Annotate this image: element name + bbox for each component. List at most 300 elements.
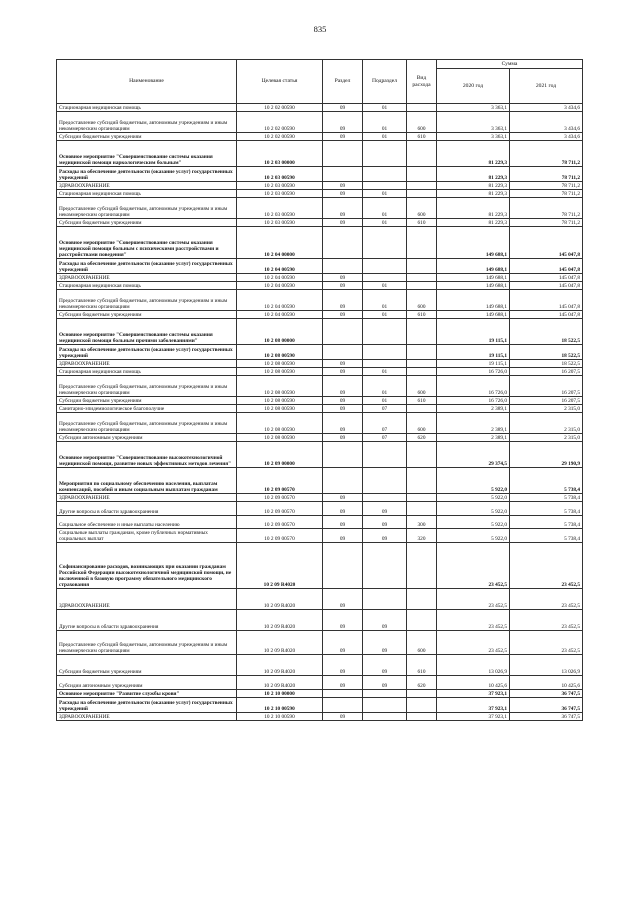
cell-exp-type: 600 [407,290,437,311]
table-row [57,368,583,376]
cell-sum-2020: 23 452,5 [437,543,510,589]
cell-subsection: 01 [363,112,407,133]
cell-exp-type [407,182,437,190]
cell-target: 10 2 08 00000 [237,319,323,345]
cell-sum-2021: 18 522,5 [510,360,583,368]
cell-sum-2020: 2 389,1 [437,413,510,434]
cell-exp-type: 620 [407,434,437,442]
cell-section: 09 [323,282,363,290]
cell-subsection [363,494,407,502]
table-row [57,468,583,494]
cell-sum-2020: 5 922,0 [437,468,510,494]
cell-sum-2020: 3 363,1 [437,112,510,133]
cell-target: 10 2 09 R4020 [237,631,323,655]
page-number: 835 [313,24,327,34]
cell-sum-2021: 145 047,8 [510,311,583,319]
cell-name: Стационарная медицинская помощь [57,282,237,290]
header-2021: 2021 год [510,69,583,104]
cell-name: Расходы на обеспечение деятельности (оказание услуг) государственных учреждений [57,698,237,713]
cell-exp-type: 600 [407,198,437,219]
cell-exp-type [407,360,437,368]
cell-subsection [363,141,407,167]
cell-subsection [363,227,407,259]
cell-sum-2021: 145 047,8 [510,259,583,274]
cell-name: Субсидии бюджетным учреждениям [57,219,237,227]
cell-sum-2021: 23 452,5 [510,543,583,589]
cell-exp-type [407,104,437,112]
cell-section [323,698,363,713]
cell-sum-2021: 5 738,4 [510,516,583,529]
cell-exp-type: 610 [407,219,437,227]
cell-subsection [363,345,407,360]
cell-sum-2020: 81 229,3 [437,198,510,219]
cell-target: 10 2 09 R4020 [237,589,323,610]
cell-target: 10 2 02 00590 [237,133,323,141]
cell-name: Социальное обеспечение и иные выплаты населению [57,516,237,529]
table-row [57,690,583,698]
table-row [57,112,583,133]
cell-sum-2021: 3 434,6 [510,104,583,112]
table-row [57,311,583,319]
cell-sum-2020: 149 688,1 [437,227,510,259]
table-row [57,104,583,112]
table-row [57,610,583,631]
cell-sum-2021: 13 026,9 [510,655,583,676]
cell-section [323,167,363,182]
cell-sum-2021: 16 207,5 [510,368,583,376]
cell-name: ЗДРАВООХРАНЕНИЕ [57,274,237,282]
cell-section [323,259,363,274]
cell-name: Расходы на обеспечение деятельности (оказание услуг) государственных учреждений [57,345,237,360]
cell-sum-2020: 29 374,5 [437,442,510,468]
cell-subsection [363,690,407,698]
cell-name: Основное мероприятие "Совершенствование системы оказания медицинской помощи больным с психическими расстройствами и расстройствами поведения" [57,227,237,259]
table-row [57,133,583,141]
cell-exp-type [407,259,437,274]
cell-sum-2021: 10 425,6 [510,676,583,690]
cell-sum-2021: 78 711,2 [510,190,583,198]
cell-exp-type [407,502,437,516]
cell-section: 09 [323,413,363,434]
cell-section: 09 [323,112,363,133]
cell-name: Предоставление субсидий бюджетным, автономным учреждениям и иным некоммерческим организациям [57,290,237,311]
cell-sum-2020: 19 115,1 [437,345,510,360]
cell-target: 10 2 09 R4020 [237,543,323,589]
cell-target: 10 2 09 R4020 [237,676,323,690]
cell-section: 09 [323,274,363,282]
cell-section: 09 [323,190,363,198]
cell-exp-type: 610 [407,133,437,141]
cell-subsection: 09 [363,529,407,543]
cell-section: 09 [323,405,363,413]
cell-subsection [363,167,407,182]
cell-target: 10 2 08 00590 [237,345,323,360]
cell-name: Субсидии бюджетным учреждениям [57,655,237,676]
cell-exp-type: 600 [407,413,437,434]
cell-exp-type: 610 [407,397,437,405]
cell-name: Предоставление субсидий бюджетным, автономным учреждениям и иным некоммерческим организациям [57,376,237,397]
cell-subsection: 07 [363,434,407,442]
table-row [57,698,583,713]
cell-exp-type: 620 [407,676,437,690]
cell-sum-2021: 18 522,5 [510,319,583,345]
cell-name: ЗДРАВООХРАНЕНИЕ [57,182,237,190]
cell-sum-2021: 5 738,4 [510,494,583,502]
cell-sum-2020: 37 923,1 [437,698,510,713]
cell-exp-type [407,543,437,589]
cell-target: 10 2 04 00590 [237,274,323,282]
cell-name: ЗДРАВООХРАНЕНИЕ [57,713,237,721]
cell-subsection [363,319,407,345]
cell-exp-type: 610 [407,311,437,319]
cell-exp-type [407,442,437,468]
cell-name: Субсидии бюджетным учреждениям [57,311,237,319]
table-row [57,198,583,219]
cell-sum-2021: 78 711,2 [510,182,583,190]
cell-subsection: 01 [363,290,407,311]
cell-exp-type [407,345,437,360]
cell-exp-type: 600 [407,376,437,397]
cell-target: 10 2 09 00570 [237,502,323,516]
cell-name: Предоставление субсидий бюджетным, автономным учреждениям и иным некоммерческим организациям [57,198,237,219]
cell-subsection: 09 [363,516,407,529]
cell-sum-2020: 19 115,1 [437,319,510,345]
cell-sum-2020: 37 923,1 [437,690,510,698]
cell-section: 09 [323,529,363,543]
cell-sum-2020: 3 363,1 [437,133,510,141]
cell-exp-type [407,167,437,182]
table-row [57,713,583,721]
cell-sum-2021: 145 047,8 [510,282,583,290]
cell-name: ЗДРАВООХРАНЕНИЕ [57,494,237,502]
cell-target: 10 2 09 00570 [237,468,323,494]
cell-sum-2020: 13 026,9 [437,655,510,676]
cell-name: Основное мероприятие "Совершенствование системы оказания медицинской помощи больным прочими заболеваниями" [57,319,237,345]
cell-sum-2020: 5 922,0 [437,516,510,529]
cell-target: 10 2 08 00590 [237,397,323,405]
cell-exp-type [407,713,437,721]
cell-target: 10 2 08 00590 [237,360,323,368]
cell-subsection: 01 [363,376,407,397]
cell-sum-2021: 145 047,8 [510,227,583,259]
cell-target: 10 2 02 00590 [237,104,323,112]
cell-subsection: 01 [363,311,407,319]
table-row [57,345,583,360]
table-row [57,676,583,690]
cell-section [323,468,363,494]
cell-exp-type: 610 [407,655,437,676]
cell-target: 10 2 10 00590 [237,698,323,713]
table-row [57,259,583,274]
cell-name: Субсидии бюджетным учреждениям [57,133,237,141]
cell-sum-2020: 16 726,0 [437,376,510,397]
table-body [57,104,583,721]
table-row [57,319,583,345]
cell-sum-2020: 23 452,5 [437,589,510,610]
cell-name: Другие вопросы в области здравоохранения [57,610,237,631]
table-row [57,227,583,259]
cell-target: 10 2 04 00590 [237,290,323,311]
cell-section: 09 [323,631,363,655]
cell-exp-type [407,227,437,259]
cell-exp-type: 300 [407,516,437,529]
cell-target: 10 2 08 00590 [237,413,323,434]
header-exp-type: Вид расхода [407,60,437,104]
cell-sum-2021: 29 190,9 [510,442,583,468]
cell-target: 10 2 08 00590 [237,434,323,442]
cell-section [323,319,363,345]
table-row [57,413,583,434]
cell-subsection: 01 [363,190,407,198]
cell-section: 09 [323,434,363,442]
cell-subsection [363,259,407,274]
cell-subsection: 09 [363,631,407,655]
cell-section: 09 [323,502,363,516]
cell-sum-2020: 37 923,1 [437,713,510,721]
cell-target: 10 2 04 00000 [237,227,323,259]
budget-table [56,59,583,721]
cell-sum-2021: 145 047,8 [510,290,583,311]
cell-target: 10 2 04 00590 [237,282,323,290]
cell-subsection: 01 [363,397,407,405]
table-row [57,589,583,610]
cell-sum-2021: 36 747,5 [510,713,583,721]
cell-sum-2020: 5 922,0 [437,529,510,543]
table-row [57,442,583,468]
cell-sum-2020: 149 688,1 [437,259,510,274]
cell-exp-type [407,368,437,376]
table-row [57,529,583,543]
cell-sum-2021: 2 315,0 [510,434,583,442]
cell-name: Мероприятия по социальному обеспечению населения, выплатам компенсаций, пособий и иным социальным выплатам гражданам [57,468,237,494]
table-row [57,502,583,516]
cell-subsection: 01 [363,133,407,141]
table-row [57,494,583,502]
header-name: Наименование [57,60,237,104]
cell-name: Расходы на обеспечение деятельности (оказание услуг) государственных учреждений [57,167,237,182]
cell-subsection: 01 [363,198,407,219]
cell-target: 10 2 09 R4020 [237,610,323,631]
cell-exp-type [407,690,437,698]
cell-section: 09 [323,311,363,319]
cell-name: Расходы на обеспечение деятельности (оказание услуг) государственных учреждений [57,259,237,274]
cell-target: 10 2 03 00000 [237,141,323,167]
table-row [57,631,583,655]
header-sum: Сумма [437,60,583,69]
cell-subsection: 07 [363,405,407,413]
cell-sum-2020: 10 425,6 [437,676,510,690]
cell-exp-type: 320 [407,529,437,543]
cell-section: 09 [323,104,363,112]
cell-target: 10 2 10 00590 [237,713,323,721]
table-row [57,167,583,182]
cell-subsection: 09 [363,610,407,631]
cell-sum-2021: 36 747,5 [510,690,583,698]
cell-sum-2020: 2 389,1 [437,405,510,413]
cell-section [323,442,363,468]
cell-sum-2020: 16 726,0 [437,368,510,376]
header-target: Целевая статья [237,60,323,104]
cell-subsection: 01 [363,104,407,112]
header-2020: 2020 год [437,69,510,104]
table-row [57,405,583,413]
cell-subsection [363,698,407,713]
cell-sum-2021: 78 711,2 [510,198,583,219]
table-row [57,274,583,282]
table-row [57,141,583,167]
cell-subsection [363,543,407,589]
cell-subsection: 09 [363,502,407,516]
cell-exp-type [407,698,437,713]
cell-sum-2020: 5 922,0 [437,502,510,516]
cell-sum-2021: 23 452,5 [510,631,583,655]
cell-target: 10 2 09 00570 [237,529,323,543]
cell-sum-2021: 2 315,0 [510,405,583,413]
cell-sum-2021: 3 434,6 [510,133,583,141]
cell-sum-2020: 16 726,0 [437,397,510,405]
cell-target: 10 2 03 00590 [237,167,323,182]
cell-section: 09 [323,198,363,219]
cell-target: 10 2 08 00590 [237,405,323,413]
cell-name: Субсидии бюджетным учреждениям [57,397,237,405]
cell-exp-type [407,282,437,290]
cell-section [323,690,363,698]
header-section: Раздел [323,60,363,104]
cell-exp-type [407,190,437,198]
header-subsection: Подраздел [363,60,407,104]
cell-sum-2021: 23 452,5 [510,589,583,610]
cell-exp-type: 600 [407,631,437,655]
cell-sum-2021: 145 047,8 [510,274,583,282]
cell-subsection [363,468,407,494]
cell-section: 09 [323,290,363,311]
cell-target: 10 2 02 00590 [237,112,323,133]
cell-section: 09 [323,610,363,631]
cell-sum-2020: 5 922,0 [437,494,510,502]
cell-name: Субсидии автономным учреждениям [57,676,237,690]
cell-section [323,543,363,589]
cell-target: 10 2 09 00000 [237,442,323,468]
cell-subsection [363,182,407,190]
cell-name: Основное мероприятие "Совершенствование системы оказания медицинской помощи наркологическим больным" [57,141,237,167]
cell-target: 10 2 03 00590 [237,190,323,198]
cell-target: 10 2 03 00590 [237,182,323,190]
table-row [57,282,583,290]
cell-target: 10 2 04 00590 [237,259,323,274]
cell-target: 10 2 09 00570 [237,516,323,529]
cell-name: Основное мероприятие "Совершенствование высокотехнологичной медицинской помощи, развитие новых эффективных методов лечения" [57,442,237,468]
cell-exp-type [407,589,437,610]
cell-target: 10 2 08 00590 [237,376,323,397]
cell-sum-2020: 81 229,3 [437,219,510,227]
cell-sum-2020: 149 688,1 [437,282,510,290]
table-header [57,60,583,104]
cell-exp-type: 600 [407,112,437,133]
cell-name: Стационарная медицинская помощь [57,190,237,198]
cell-section: 09 [323,368,363,376]
cell-section: 09 [323,360,363,368]
cell-sum-2020: 2 389,1 [437,434,510,442]
cell-section: 09 [323,182,363,190]
cell-sum-2021: 16 207,5 [510,397,583,405]
cell-subsection [363,442,407,468]
cell-sum-2021: 16 207,5 [510,376,583,397]
cell-name: Субсидии автономным учреждениям [57,434,237,442]
cell-target: 10 2 10 00000 [237,690,323,698]
cell-name: Предоставление субсидий бюджетным, автономным учреждениям и иным некоммерческим организациям [57,112,237,133]
table-row [57,397,583,405]
cell-sum-2021: 78 711,2 [510,141,583,167]
cell-name: ЗДРАВООХРАНЕНИЕ [57,360,237,368]
cell-subsection: 01 [363,368,407,376]
cell-sum-2021: 2 315,0 [510,413,583,434]
cell-name: Предоставление субсидий бюджетным, автономным учреждениям и иным некоммерческим организациям [57,413,237,434]
cell-target: 10 2 08 00590 [237,368,323,376]
cell-subsection [363,713,407,721]
cell-subsection: 07 [363,413,407,434]
table-row [57,543,583,589]
cell-sum-2020: 3 363,1 [437,104,510,112]
cell-exp-type [407,141,437,167]
cell-target: 10 2 09 R4020 [237,655,323,676]
cell-exp-type [407,405,437,413]
cell-subsection [363,360,407,368]
cell-subsection: 09 [363,655,407,676]
cell-section: 09 [323,655,363,676]
cell-name: ЗДРАВООХРАНЕНИЕ [57,589,237,610]
cell-target: 10 2 03 00590 [237,198,323,219]
cell-name: Социальные выплаты гражданам, кроме публичных нормативных социальных выплат [57,529,237,543]
cell-section: 09 [323,713,363,721]
cell-section: 09 [323,397,363,405]
cell-sum-2021: 5 738,4 [510,529,583,543]
cell-section [323,141,363,167]
cell-subsection: 01 [363,282,407,290]
cell-exp-type [407,468,437,494]
table-row [57,290,583,311]
cell-exp-type [407,610,437,631]
cell-sum-2021: 3 434,6 [510,112,583,133]
cell-subsection [363,274,407,282]
cell-name: Софинансирование расходов, возникающих при оказании гражданам Российской Федерации высокотехнологичной медицинской помощи, не включенной в базовую программу обязательного медицинского страхования [57,543,237,589]
cell-sum-2021: 23 452,5 [510,610,583,631]
cell-sum-2021: 18 522,5 [510,345,583,360]
cell-name: Основное мероприятие "Развитие службы крови" [57,690,237,698]
table-row [57,434,583,442]
cell-sum-2021: 5 738,4 [510,468,583,494]
cell-exp-type [407,319,437,345]
table-row [57,655,583,676]
cell-exp-type [407,274,437,282]
cell-section: 09 [323,494,363,502]
cell-subsection [363,589,407,610]
cell-sum-2020: 149 688,1 [437,311,510,319]
table-row [57,516,583,529]
cell-section: 09 [323,219,363,227]
cell-exp-type [407,494,437,502]
cell-sum-2020: 19 115,1 [437,360,510,368]
cell-subsection: 09 [363,676,407,690]
table-row [57,182,583,190]
cell-sum-2020: 23 452,5 [437,631,510,655]
cell-target: 10 2 04 00590 [237,311,323,319]
cell-sum-2021: 78 711,2 [510,167,583,182]
cell-section: 09 [323,376,363,397]
table-row [57,219,583,227]
table-row [57,190,583,198]
cell-section: 09 [323,589,363,610]
cell-section: 09 [323,133,363,141]
